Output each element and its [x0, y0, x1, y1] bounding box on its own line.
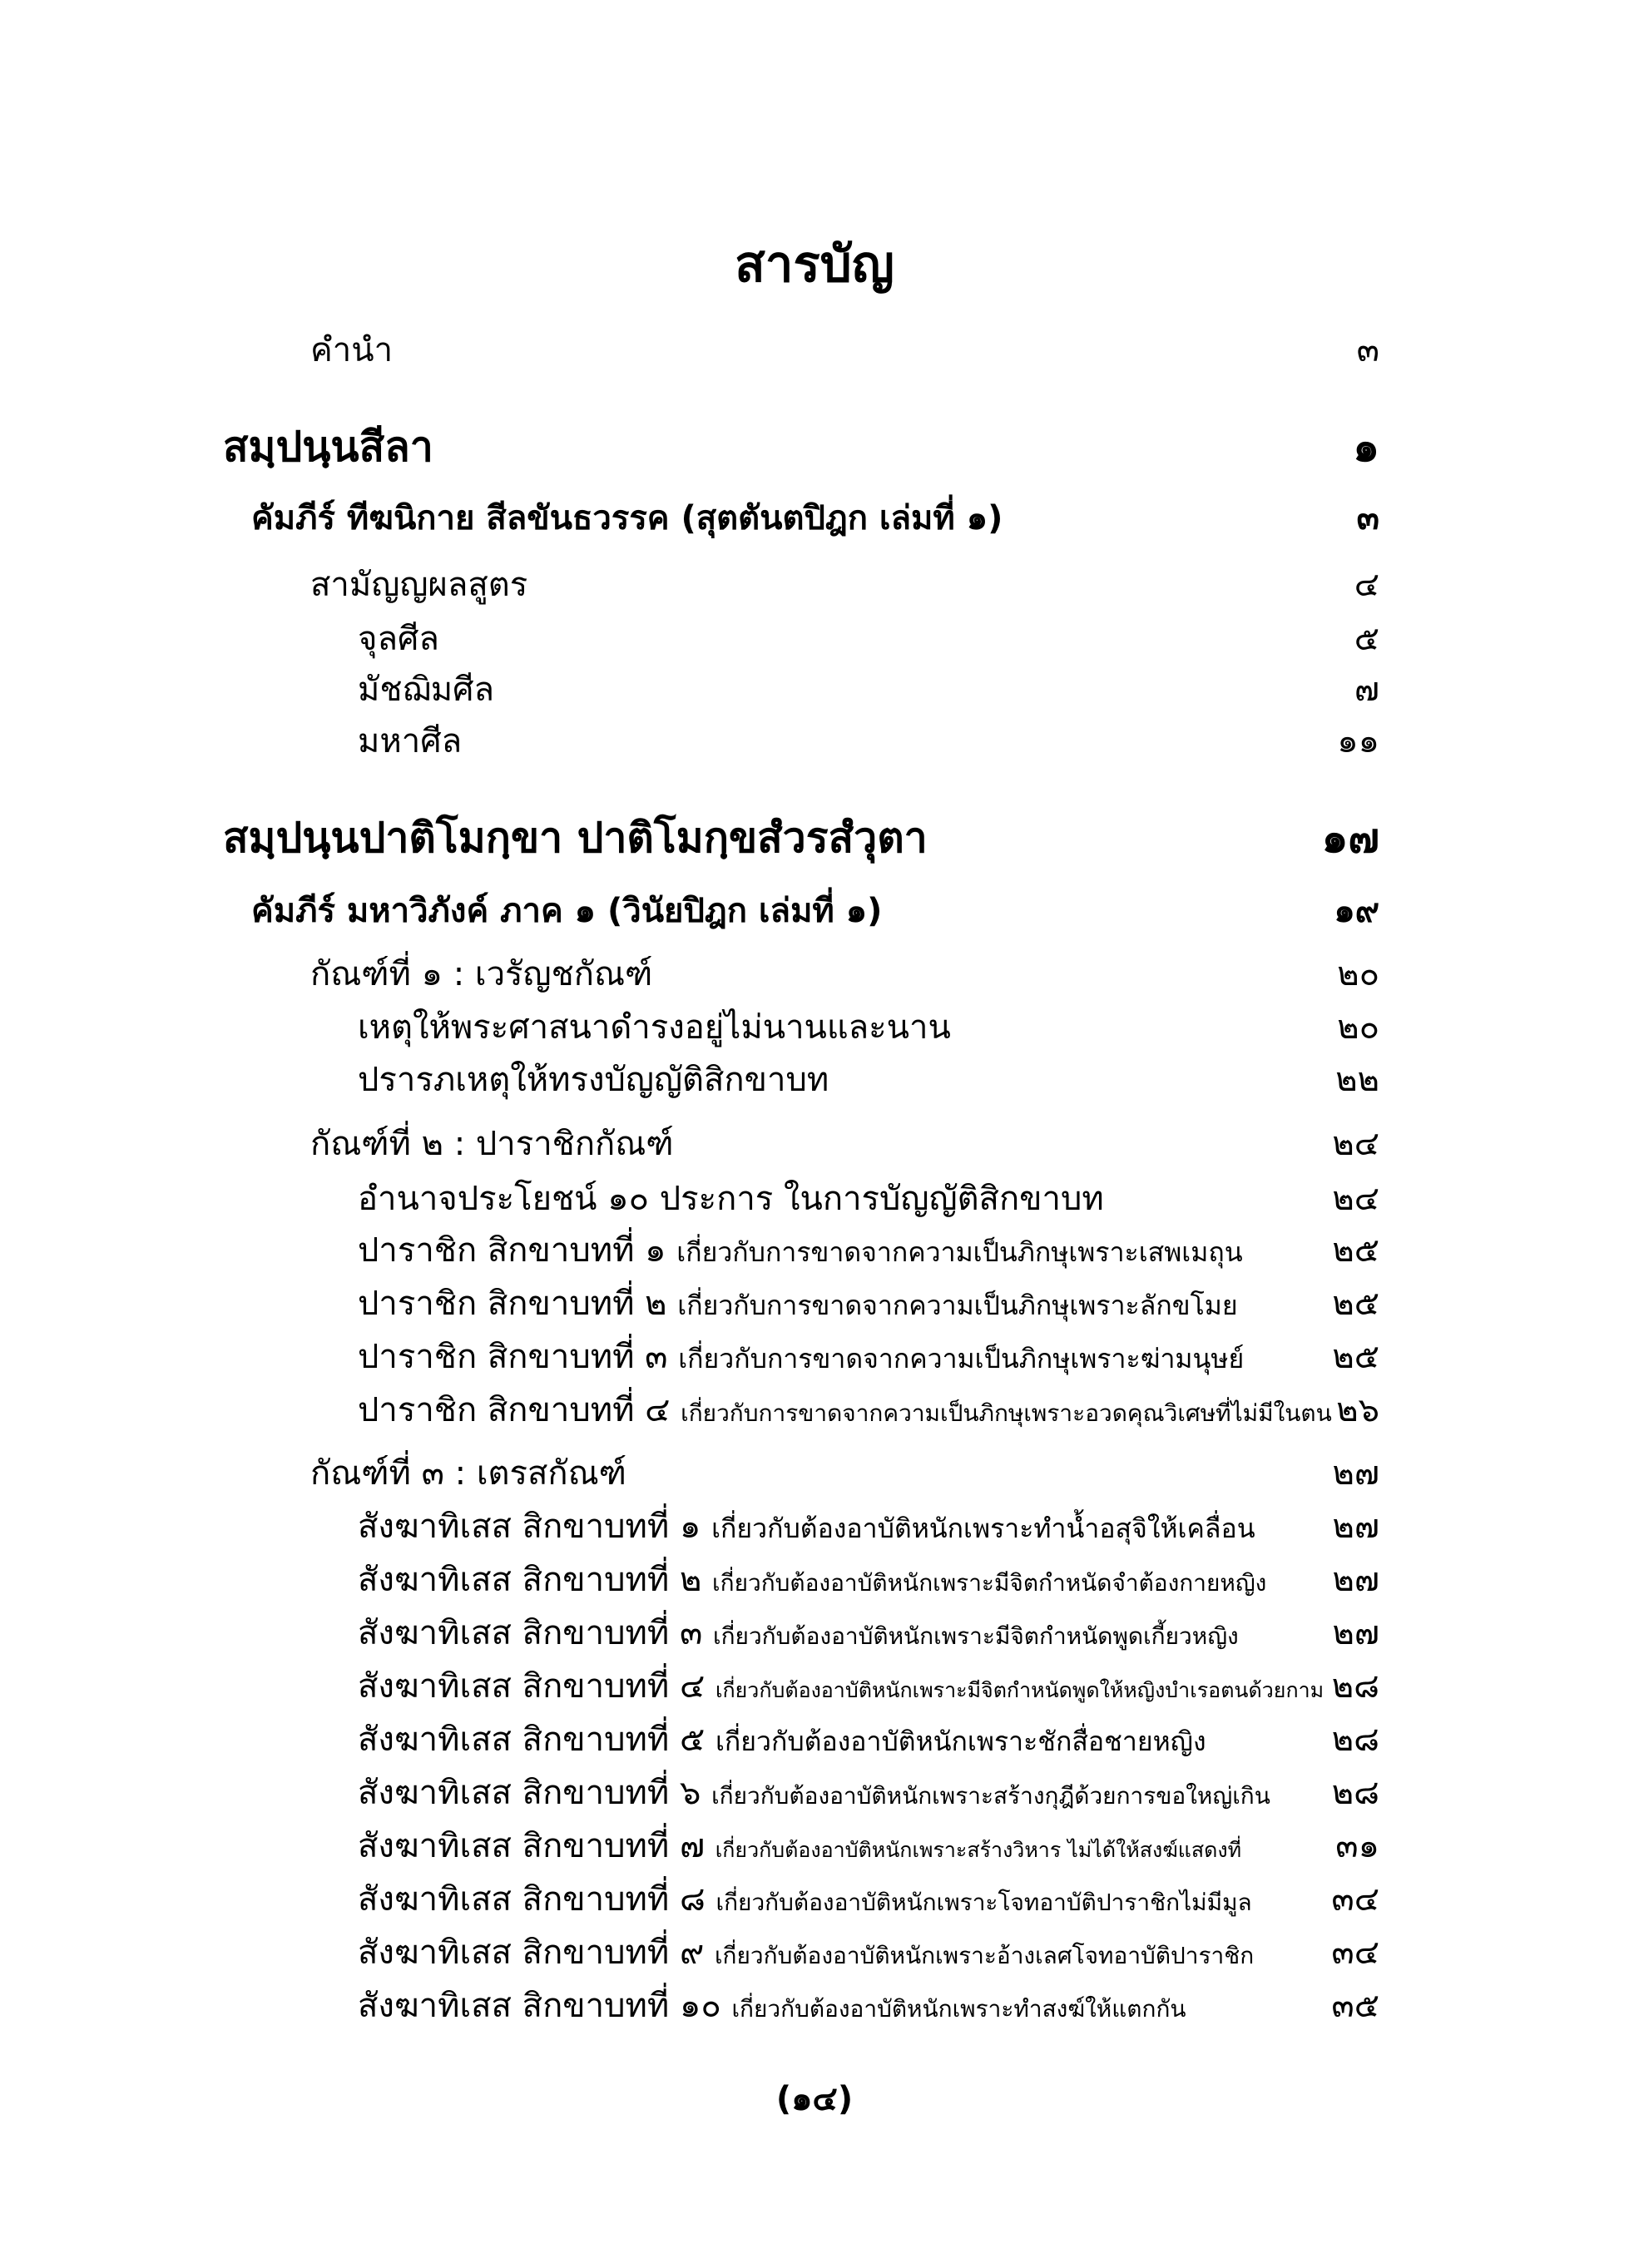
entry-text: สังฆาทิเสส สิกขาบทที่ ๙ [358, 1934, 705, 1972]
entry-text: มัชฌิมศีล [358, 671, 494, 709]
entry-page: ๓ [1356, 331, 1379, 369]
entry-page: ๓๑ [1335, 1827, 1379, 1865]
entry-page: ๕ [1354, 620, 1379, 658]
entry-text: กัณฑ์ที่ ๑ : เวรัญชกัณฑ์ [310, 955, 653, 993]
entry-detail: เกี่ยวกับต้องอาบัติหนักเพราะทำน้ำอสุจิให้เคลื่อน [711, 1513, 1255, 1544]
entry-page: ๑๙ [1334, 892, 1379, 930]
entry-detail: เกี่ยวกับต้องอาบัติหนักเพราะมีจิตกำหนัดจำต้องกายหญิง [712, 1569, 1267, 1597]
entry-text: ปาราชิก สิกขาบทที่ ๔ [358, 1391, 671, 1429]
page-number: (๑๔) [775, 2080, 854, 2118]
entry-page: ๒๕ [1332, 1285, 1379, 1323]
entry-page: ๒๐ [1337, 955, 1379, 993]
entry-detail: เกี่ยวกับต้องอาบัติหนักเพราะมีจิตกำหนัดพูดเกี้ยวหญิง [713, 1622, 1239, 1650]
entry-text: สังฆาทิเสส สิกขาบทที่ ๓ [358, 1614, 703, 1652]
entry-page: ๒๗ [1332, 1614, 1379, 1652]
entry-page: ๓๕ [1331, 1987, 1379, 2025]
entry-detail: เกี่ยวกับต้องอาบัติหนักเพราะมีจิตกำหนัดพูดให้หญิงบำเรอตนด้วยกาม [715, 1678, 1324, 1702]
entry-text: คำนำ [310, 331, 394, 369]
entry-text: มหาศีล [358, 722, 463, 760]
entry-page: ๑ [1353, 423, 1379, 471]
entry-page: ๒๕ [1332, 1231, 1379, 1270]
entry-text: สมฺปนฺนปาติโมกฺขา ปาติโมกฺขสํวรสํวุตา [223, 814, 928, 862]
entry-page: ๑๑ [1337, 722, 1379, 760]
entry-page: ๒๗ [1332, 1561, 1379, 1599]
entry-detail: เกี่ยวกับการขาดจากความเป็นภิกษุเพราะอวดคุณวิเศษที่ไม่มีในตน [681, 1399, 1332, 1427]
entry-text: กัณฑ์ที่ ๒ : ปาราชิกกัณฑ์ [310, 1125, 674, 1163]
entry-page: ๒๐ [1337, 1008, 1379, 1047]
entry-text: ปาราชิก สิกขาบทที่ ๓ [358, 1338, 668, 1376]
entry-text: เหตุให้พระศาสนาดำรงอยู่ไม่นานและนาน [358, 1008, 951, 1047]
entry-detail: เกี่ยวกับต้องอาบัติหนักเพราะสร้างกุฎีด้วยการขอใหญ่เกิน [711, 1782, 1270, 1810]
page-title: สารบัญ [735, 235, 894, 294]
entry-detail: เกี่ยวกับการขาดจากความเป็นภิกษุเพราะเสพเมถุน [676, 1236, 1243, 1268]
entry-detail: เกี่ยวกับต้องอาบัติหนักเพราะชักสื่อชายหญิง [715, 1726, 1206, 1757]
entry-text: สังฆาทิเสส สิกขาบทที่ ๒ [358, 1561, 702, 1599]
entry-detail: เกี่ยวกับต้องอาบัติหนักเพราะอ้างเลศโจทอาบัติปาราชิก [714, 1942, 1255, 1969]
entry-page: ๓ [1356, 499, 1379, 537]
entry-text: ปรารภเหตุให้ทรงบัญญัติสิกขาบท [358, 1061, 829, 1099]
entry-text: สังฆาทิเสส สิกขาบทที่ ๗ [358, 1827, 706, 1865]
entry-text: สังฆาทิเสส สิกขาบทที่ ๘ [358, 1880, 706, 1919]
entry-detail: เกี่ยวกับต้องอาบัติหนักเพราะสร้างวิหาร ไม่ได้ให้สงฆ์แสดงที่ [715, 1838, 1242, 1862]
entry-page: ๒๘ [1331, 1774, 1379, 1812]
entry-page: ๒๗ [1332, 1454, 1379, 1493]
entry-page: ๒๒ [1335, 1061, 1379, 1099]
entry-detail: เกี่ยวกับการขาดจากความเป็นภิกษุเพราะฆ่ามนุษย์ [678, 1343, 1245, 1374]
entry-detail: เกี่ยวกับต้องอาบัติหนักเพราะโจทอาบัติปาราชิกไม่มีมูล [715, 1889, 1252, 1916]
entry-page: ๒๖ [1336, 1391, 1379, 1429]
entry-text: ปาราชิก สิกขาบทที่ ๑ [358, 1231, 666, 1270]
entry-detail: เกี่ยวกับการขาดจากความเป็นภิกษุเพราะลักขโมย [677, 1290, 1238, 1321]
entry-page: ๒๔ [1332, 1125, 1379, 1163]
entry-text: สามัญญผลสูตร [310, 566, 528, 604]
entry-page: ๑๗ [1321, 814, 1379, 862]
entry-page: ๒๗ [1332, 1508, 1379, 1546]
entry-text: คัมภีร์ ทีฆนิกาย สีลขันธวรรค (สุตตันตปิฎก เล่มที่ ๑) [251, 499, 1003, 537]
entry-text: สังฆาทิเสส สิกขาบทที่ ๑๐ [358, 1987, 721, 2025]
entry-page: ๗ [1354, 671, 1379, 709]
entry-text: สังฆาทิเสส สิกขาบทที่ ๑ [358, 1508, 701, 1546]
entry-page: ๔ [1354, 566, 1379, 604]
entry-text: กัณฑ์ที่ ๓ : เตรสกัณฑ์ [310, 1454, 626, 1493]
entry-text: สังฆาทิเสส สิกขาบทที่ ๖ [358, 1774, 701, 1812]
entry-text: สังฆาทิเสส สิกขาบทที่ ๕ [358, 1721, 706, 1759]
entry-text: คัมภีร์ มหาวิภังค์ ภาค ๑ (วินัยปิฎก เล่มที่ ๑) [251, 892, 883, 930]
entry-text: ปาราชิก สิกขาบทที่ ๒ [358, 1285, 667, 1323]
entry-page: ๒๘ [1331, 1667, 1379, 1706]
entry-page: ๓๔ [1331, 1934, 1379, 1972]
entry-text: สังฆาทิเสส สิกขาบทที่ ๔ [358, 1667, 706, 1706]
entry-page: ๒๔ [1332, 1180, 1379, 1218]
entry-text: จุลศีล [358, 620, 439, 658]
entry-page: ๒๕ [1332, 1338, 1379, 1376]
entry-text: อำนาจประโยชน์ ๑๐ ประการ ในการบัญญัติสิกขาบท [358, 1180, 1104, 1218]
entry-text: สมฺปนฺนสีลา [223, 423, 433, 471]
entry-page: ๒๘ [1331, 1721, 1379, 1759]
entry-detail: เกี่ยวกับต้องอาบัติหนักเพราะทำสงฆ์ให้แตกกัน [731, 1995, 1186, 2023]
entry-page: ๓๔ [1331, 1880, 1379, 1919]
